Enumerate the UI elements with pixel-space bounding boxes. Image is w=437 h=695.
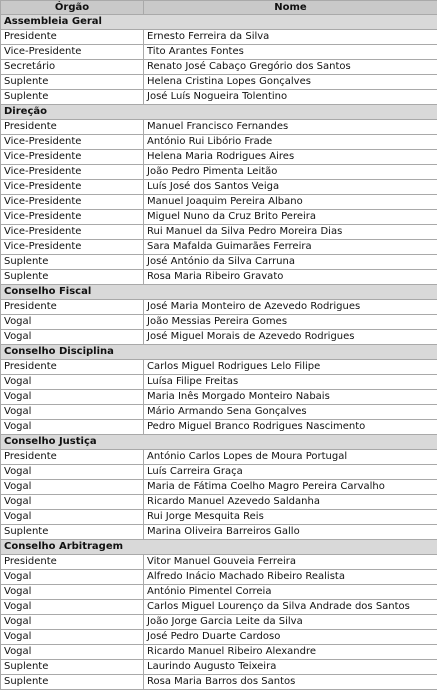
role-cell: Presidente [1,120,144,135]
table-row [1,555,437,570]
section-title: Conselho Fiscal [1,285,437,300]
role-cell: Vogal [1,420,144,435]
role-cell: Suplente [1,75,144,90]
name-cell: Carlos Miguel Rodrigues Lelo Filipe [144,360,437,375]
table-row [1,480,437,495]
name-cell: Maria Inês Morgado Monteiro Nabais [144,390,437,405]
table-row [1,660,437,675]
name-cell: António Pimentel Correia [144,585,437,600]
name-cell: Carlos Miguel Lourenço da Silva Andrade dos Santos [144,600,437,615]
name-cell: Rosa Maria Barros dos Santos [144,675,437,690]
role-cell: Vice-Presidente [1,195,144,210]
table-row [1,600,437,615]
table-row [1,570,437,585]
role-cell: Vogal [1,405,144,420]
role-cell: Vice-Presidente [1,45,144,60]
name-cell: Renato José Cabaço Gregório dos Santos [144,60,437,75]
section-title: Assembleia Geral [1,15,437,30]
section-header-row [1,285,437,300]
name-cell: António Rui Libório Frade [144,135,437,150]
role-cell: Vogal [1,585,144,600]
table-row [1,60,437,75]
name-cell: José Miguel Morais de Azevedo Rodrigues [144,330,437,345]
table-row [1,375,437,390]
table-row [1,405,437,420]
role-cell: Vice-Presidente [1,210,144,225]
table-row [1,330,437,345]
table-row [1,450,437,465]
name-cell: Helena Maria Rodrigues Aires [144,150,437,165]
role-cell: Vice-Presidente [1,150,144,165]
role-cell: Presidente [1,450,144,465]
name-cell: João Jorge Garcia Leite da Silva [144,615,437,630]
name-cell: Ernesto Ferreira da Silva [144,30,437,45]
header-nome: Nome [144,1,437,15]
header-row [1,1,437,15]
table-row [1,45,437,60]
name-cell: Rui Jorge Mesquita Reis [144,510,437,525]
name-cell: Manuel Francisco Fernandes [144,120,437,135]
role-cell: Secretário [1,60,144,75]
table-row [1,90,437,105]
role-cell: Vogal [1,615,144,630]
role-cell: Presidente [1,300,144,315]
name-cell: Ricardo Manuel Azevedo Saldanha [144,495,437,510]
section-header-row [1,540,437,555]
section-header-row [1,435,437,450]
table-row [1,630,437,645]
role-cell: Suplente [1,255,144,270]
role-cell: Presidente [1,555,144,570]
name-cell: Maria de Fátima Coelho Magro Pereira Carvalho [144,480,437,495]
role-cell: Vogal [1,330,144,345]
name-cell: Ricardo Manuel Ribeiro Alexandre [144,645,437,660]
name-cell: João Pedro Pimenta Leitão [144,165,437,180]
name-cell: Alfredo Inácio Machado Ribeiro Realista [144,570,437,585]
role-cell: Vogal [1,465,144,480]
table-row [1,465,437,480]
table-row [1,255,437,270]
role-cell: Suplente [1,90,144,105]
table-row [1,495,437,510]
name-cell: Pedro Miguel Branco Rodrigues Nascimento [144,420,437,435]
table-row [1,120,437,135]
role-cell: Vogal [1,600,144,615]
role-cell: Vice-Presidente [1,240,144,255]
table-row [1,180,437,195]
table-row [1,75,437,90]
name-cell: Helena Cristina Lopes Gonçalves [144,75,437,90]
role-cell: Vogal [1,480,144,495]
name-cell: Manuel Joaquim Pereira Albano [144,195,437,210]
role-cell: Vogal [1,315,144,330]
name-cell: Marina Oliveira Barreiros Gallo [144,525,437,540]
table-row [1,210,437,225]
role-cell: Vogal [1,630,144,645]
role-cell: Vogal [1,495,144,510]
role-cell: Suplente [1,525,144,540]
role-cell: Vice-Presidente [1,225,144,240]
table-row [1,150,437,165]
name-cell: António Carlos Lopes de Moura Portugal [144,450,437,465]
name-cell: Miguel Nuno da Cruz Brito Pereira [144,210,437,225]
role-cell: Presidente [1,30,144,45]
table-row [1,315,437,330]
role-cell: Vogal [1,570,144,585]
role-cell: Suplente [1,675,144,690]
role-cell: Vogal [1,645,144,660]
name-cell: Rui Manuel da Silva Pedro Moreira Dias [144,225,437,240]
table-row [1,390,437,405]
name-cell: Rosa Maria Ribeiro Gravato [144,270,437,285]
table-header [1,1,437,15]
table-row [1,270,437,285]
name-cell: Mário Armando Sena Gonçalves [144,405,437,420]
name-cell: José Maria Monteiro de Azevedo Rodrigues [144,300,437,315]
table-row [1,195,437,210]
role-cell: Suplente [1,660,144,675]
name-cell: Luísa Filipe Freitas [144,375,437,390]
name-cell: José Luís Nogueira Tolentino [144,90,437,105]
role-cell: Vogal [1,390,144,405]
table-row [1,225,437,240]
table-row [1,165,437,180]
section-header-row [1,345,437,360]
table-row [1,300,437,315]
table-body [1,15,437,690]
role-cell: Vice-Presidente [1,135,144,150]
name-cell: Luís José dos Santos Veiga [144,180,437,195]
name-cell: Laurindo Augusto Teixeira [144,660,437,675]
table-row [1,645,437,660]
table-row [1,30,437,45]
section-title: Direção [1,105,437,120]
table-row [1,240,437,255]
section-title: Conselho Disciplina [1,345,437,360]
table-row [1,525,437,540]
role-cell: Suplente [1,270,144,285]
name-cell: Vitor Manuel Gouveia Ferreira [144,555,437,570]
section-title: Conselho Arbitragem [1,540,437,555]
header-orgao: Órgão [1,1,144,15]
role-cell: Vice-Presidente [1,165,144,180]
role-cell: Presidente [1,360,144,375]
table-row [1,135,437,150]
section-header-row [1,105,437,120]
name-cell: Tito Arantes Fontes [144,45,437,60]
name-cell: Luís Carreira Graça [144,465,437,480]
name-cell: Sara Mafalda Guimarães Ferreira [144,240,437,255]
role-cell: Vice-Presidente [1,180,144,195]
table-row [1,360,437,375]
table-row [1,615,437,630]
table-row [1,675,437,690]
table-row [1,585,437,600]
name-cell: José Pedro Duarte Cardoso [144,630,437,645]
table-row [1,420,437,435]
role-cell: Vogal [1,510,144,525]
table-row [1,510,437,525]
section-title: Conselho Justiça [1,435,437,450]
section-header-row [1,15,437,30]
name-cell: João Messias Pereira Gomes [144,315,437,330]
name-cell: José António da Silva Carruna [144,255,437,270]
role-cell: Vogal [1,375,144,390]
